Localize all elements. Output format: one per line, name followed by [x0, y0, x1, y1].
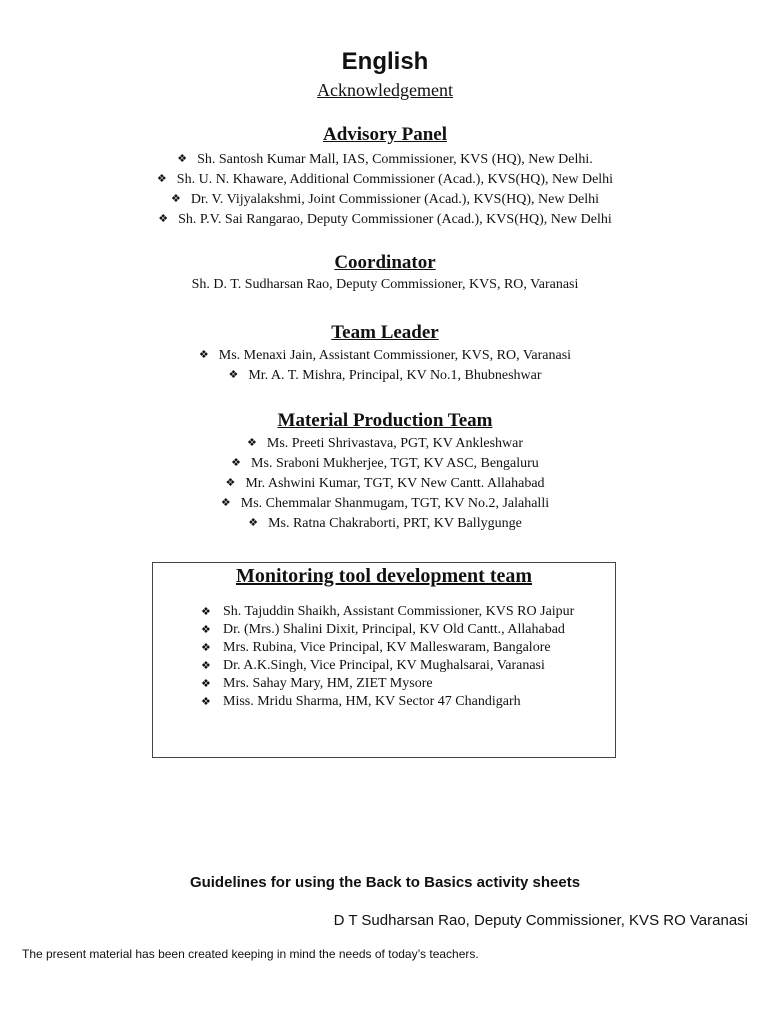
list-item: ❖ Mr. Ashwini Kumar, TGT, KV New Cantt. Allahabad — [0, 474, 770, 494]
list-item: ❖ Mrs. Rubina, Vice Principal, KV Malleswaram, Bangalore — [201, 639, 611, 657]
guidelines-intro: The present material has been created keeping in mind the needs of today’s teachers. — [22, 947, 479, 961]
coordinator-heading: Coordinator — [334, 252, 436, 273]
list-item: ❖ Mr. A. T. Mishra, Principal, KV No.1, Bhubneshwar — [0, 366, 770, 386]
list-item: ❖ Sh. Santosh Kumar Mall, IAS, Commissioner, KVS (HQ), New Delhi. — [0, 150, 770, 170]
list-item: ❖ Sh. U. N. Khaware, Additional Commissioner (Acad.), KVS(HQ), New Delhi — [0, 170, 770, 190]
monitoring-team-list — [201, 603, 611, 711]
acknowledgement-heading: Acknowledgement — [317, 80, 453, 100]
material-production-section — [0, 410, 770, 432]
list-item: ❖ Miss. Mridu Sharma, HM, KV Sector 47 Chandigarh — [201, 693, 611, 711]
team-leader-section — [0, 322, 770, 344]
list-item: ❖ Ms. Ratna Chakraborti, PRT, KV Ballygunge — [0, 514, 770, 534]
list-item: ❖ Sh. P.V. Sai Rangarao, Deputy Commissioner (Acad.), KVS(HQ), New Delhi — [0, 210, 770, 230]
team-leader-heading: Team Leader — [331, 322, 439, 343]
advisory-panel-section — [0, 124, 770, 146]
coordinator-name: Sh. D. T. Sudharsan Rao, Deputy Commissioner, KVS, RO, Varanasi — [191, 277, 579, 292]
list-item: ❖ Mrs. Sahay Mary, HM, ZIET Mysore — [201, 675, 611, 693]
advisory-panel-list — [0, 150, 770, 230]
material-production-list — [0, 434, 770, 534]
guidelines-author: D T Sudharsan Rao, Deputy Commissioner, KVS RO Varanasi — [333, 912, 748, 929]
page-title: English — [341, 48, 429, 75]
guidelines-heading: Guidelines for using the Back to Basics activity sheets — [189, 874, 581, 891]
list-item: ❖ Ms. Chemmalar Shanmugam, TGT, KV No.2, Jalahalli — [0, 494, 770, 514]
monitoring-team-heading: Monitoring tool development team — [235, 565, 533, 587]
advisory-panel-heading: Advisory Panel — [322, 124, 448, 145]
coordinator-section — [0, 252, 770, 274]
list-item: ❖ Dr. A.K.Singh, Vice Principal, KV Mughalsarai, Varanasi — [201, 657, 611, 675]
list-item: ❖ Dr. V. Vijyalakshmi, Joint Commissioner (Acad.), KVS(HQ), New Delhi — [0, 190, 770, 210]
list-item: ❖ Dr. (Mrs.) Shalini Dixit, Principal, KV Old Cantt., Allahabad — [201, 621, 611, 639]
list-item: ❖ Ms. Menaxi Jain, Assistant Commissioner, KVS, RO, Varanasi — [0, 346, 770, 366]
monitoring-team-box — [152, 562, 616, 758]
list-item: ❖ Ms. Sraboni Mukherjee, TGT, KV ASC, Bengaluru — [0, 454, 770, 474]
list-item: ❖ Ms. Preeti Shrivastava, PGT, KV Ankleshwar — [0, 434, 770, 454]
team-leader-list — [0, 346, 770, 386]
material-production-heading: Material Production Team — [277, 410, 493, 431]
list-item: ❖ Sh. Tajuddin Shaikh, Assistant Commissioner, KVS RO Jaipur — [201, 603, 611, 621]
